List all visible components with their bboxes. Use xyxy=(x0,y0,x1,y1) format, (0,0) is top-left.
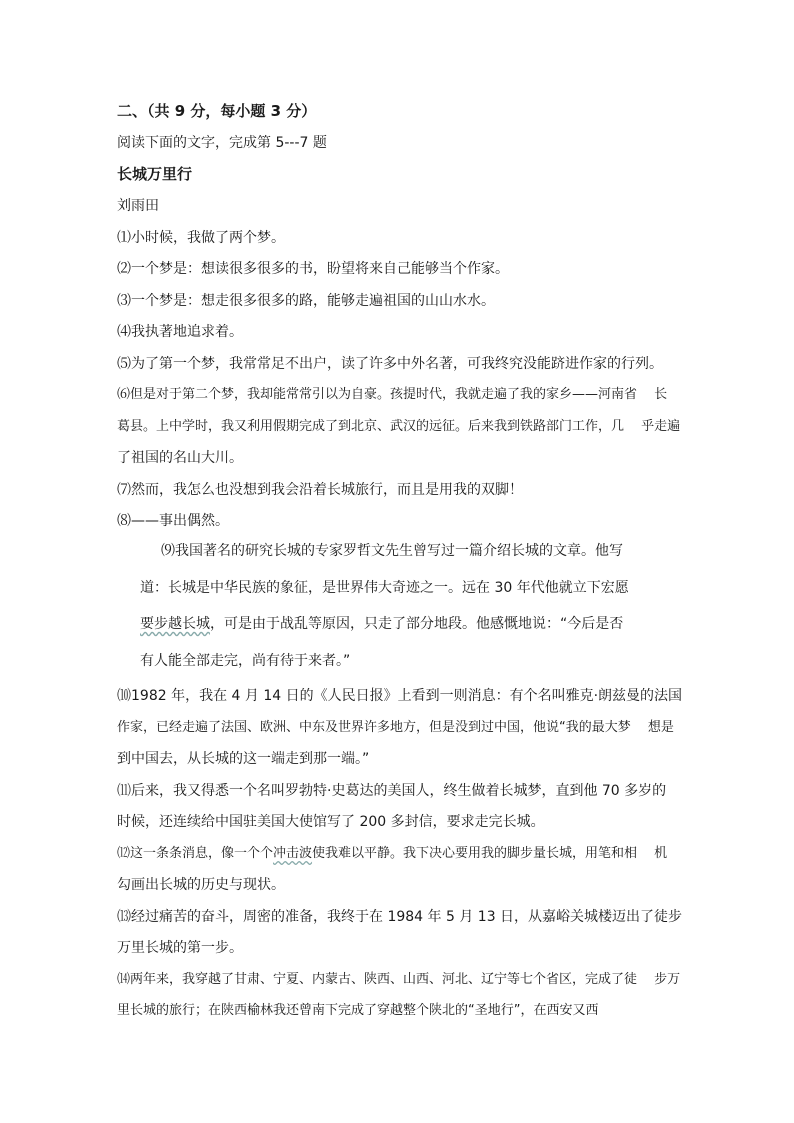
paragraph-line: ⑺然而，我怎么也没想到我会沿着长城旅行，而且是用我的双脚！ xyxy=(117,482,523,498)
paragraph-line: ⑷我执著地追求着。 xyxy=(117,324,243,340)
paragraph-line: 要步越长城，可是由于战乱等原因，只走了部分地段。他感慨地说：“今后是否 xyxy=(140,616,624,632)
paragraph-line: 有人能全部走完，尚有待于来者。” xyxy=(140,653,351,669)
article-title: 长城万里行 xyxy=(117,165,193,183)
paragraph-line: ⑽1982 年，我在 4 月 14 日的《人民日报》上看到一则消息：有个名叫雅克·朗兹曼的法国 xyxy=(117,688,683,704)
paragraph-line: 了祖国的名山大川。 xyxy=(117,450,243,466)
paragraph-line: 时候，还连续给中国驻美国大使馆写了 200 多封信，要求走完长城。 xyxy=(117,814,545,830)
paragraph-line: ⒀经过痛苦的奋斗，周密的准备，我终于在 1984 年 5 月 13 日，从嘉峪关城楼迈出了徒步 xyxy=(117,909,683,925)
paragraph-line: 作家，已经走遍了法国、欧洲、中东及世界许多地方，但是没到过中国，他说“我的最大梦 想是 xyxy=(117,720,674,735)
paragraph-line: 里长城的旅行；在陕西榆林我还曾南下完成了穿越整个陕北的“圣地行”，在西安又西 xyxy=(117,1003,599,1018)
section-heading: 二、（共 9 分，每小题 3 分） xyxy=(117,102,317,120)
paragraph-line: ⑼我国著名的研究长城的专家罗哲文先生曾写过一篇介绍长城的文章。他写 xyxy=(161,543,623,559)
paragraph-line: 到中国去，从长城的这一端走到那一端。” xyxy=(117,751,370,767)
paragraph-line: 葛县。上中学时，我又利用假期完成了到北京、武汉的远征。后来我到铁路部门工作，几 乎走遍 xyxy=(117,419,681,434)
paragraph-line: ⑸为了第一个梦，我常常足不出户，读了许多中外名著，可我终究没能跻进作家的行列。 xyxy=(117,356,663,372)
paragraph-line: ⑹但是对于第二个梦，我却能常常引以为自豪。孩提时代，我就走遍了我的家乡——河南省 长 xyxy=(117,387,668,402)
article-author: 刘雨田 xyxy=(117,198,159,214)
paragraph-line: 勾画出长城的历史与现状。 xyxy=(117,877,285,893)
paragraph-line: ⑴小时候，我做了两个梦。 xyxy=(117,230,285,246)
paragraph-line: ⑶一个梦是：想走很多很多的路，能够走遍祖国的山山水水。 xyxy=(117,293,495,309)
paragraph-line: 道：长城是中华民族的象征，是世界伟大奇迹之一。远在 30 年代他就立下宏愿 xyxy=(140,580,629,596)
paragraph-line: ⑾后来，我又得悉一个名叫罗勃特·史葛达的美国人，终生做着长城梦，直到他 70 多岁的 xyxy=(117,783,667,799)
paragraph-line: ⑵一个梦是：想读很多很多的书，盼望将来自己能够当个作家。 xyxy=(117,261,509,277)
reading-instruction: 阅读下面的文字，完成第 5---7 题 xyxy=(117,135,327,151)
paragraph-line: ⑿这一条条消息，像一个个冲击波使我难以平静。我下决心要用我的脚步量长城，用笔和相 机 xyxy=(117,846,668,861)
paragraph-line: 万里长城的第一步。 xyxy=(117,940,243,956)
paragraph-line: ⒁两年来，我穿越了甘肃、宁夏、内蒙古、陕西、山西、河北、辽宁等七个省区，完成了徒 步万 xyxy=(117,972,681,987)
paragraph-line: ⑻——事出偶然。 xyxy=(117,513,229,529)
